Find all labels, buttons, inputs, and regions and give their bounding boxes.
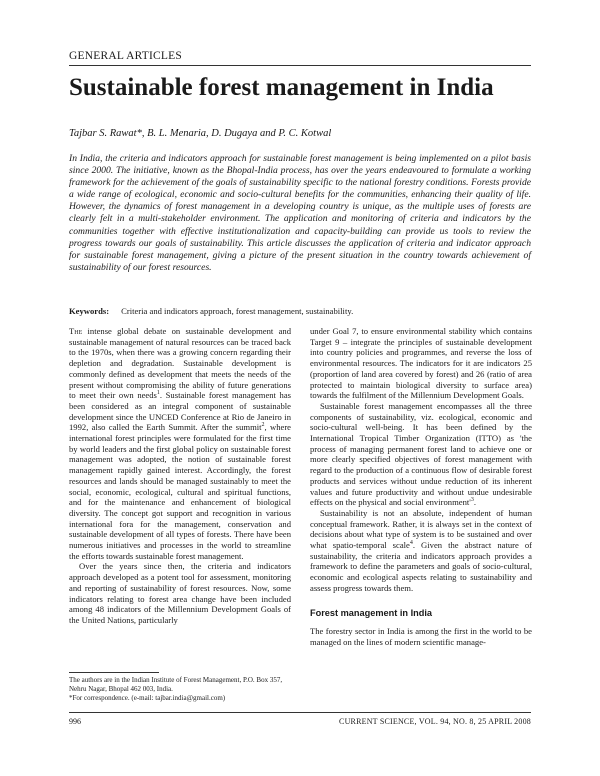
section-label: GENERAL ARTICLES [69,50,182,62]
article-title: Sustainable forest management in India [69,74,494,101]
abstract: In India, the criteria and indicators approach for sustainable forest management is being implemented on a pilot basis since 2000. The initiative, known as the Bhopal-India process, has over the years endeavoured to formulate a working framework for the achievement of the goals of sustainability specific to the national forestry conditions. Forests provide a wide range of ecological, economic and socio-cultural benefits for the communities, enhancing their quality of life. However, the dynamics of forest management in a developing country is unique, as the multiple uses of forests are clearly felt in a multi-stakeholder environment. The application and monitoring of criteria and indicators by the communities together with effective institutionalization and capacity-building can provide us tools to review the progress towards our goals of sustainability. This article discusses the application of criteria and indicator approach for sustainable forest management, giving a picture of the present situation in the country towards achievement of sustainability of our forest resources. [69,153,531,273]
reference-marker: 4 [409,540,413,547]
body-paragraph: The intense global debate on sustainable development and sustainable management of natural resources can be traced back to the 1970s, when there was a growing concern regarding their depletion and degradation. Sustainable development is commonly defined as development that meets the needs of the present without compromising the ability of future generations to meet their own needs$^1$. Sustainable forest management has been considered as an integral component of sustainable development since the UNCED Conference at Rio de Janeiro in 1992, also called the Earth Summit. After the summit$^2$, where international forest principles were formulated for the first time by world leaders and the first global policy on sustainable forest management was adopted, the notion of sustainable forest management rapidly gained interest. Accordingly, the forest resources and lands should be managed sustainably to meet the social, economic, ecological, cultural and spiritual functions, and for the maintenance and enhancement of biological diversity. The concept got support and recognition in various international fora for the management, conservation and sustainable development of all types of forests. There have been numerous initiatives and processes in the world to streamline the efforts towards sustainable forest management. [69,326,291,561]
reference-marker: 3 [470,497,474,504]
journal-citation: CURRENT SCIENCE, VOL. 94, NO. 8, 25 APRIL 2008 [339,717,531,726]
footnote-rule [69,672,159,673]
author-list: Tajbar S. Rawat*, B. L. Menaria, D. Dugaya and P. C. Kotwal [69,128,332,139]
keywords-label: Keywords: [69,306,110,316]
footnotes [69,676,291,703]
body-paragraph: The forestry sector in India is among the first in the world to be managed on the lines of modern scientific manage- [310,626,532,647]
section-heading: Forest management in India [310,607,433,618]
lead-in: The [69,326,83,336]
body-column-right [310,326,532,648]
affiliation-note: The authors are in the Indian Institute of Forest Management, P.O. Box 357, Nehru Nagar, Bhopal 462 003, India. [69,676,283,693]
header-rule [69,65,531,66]
keywords [69,306,353,316]
body-paragraph: Sustainability is not an absolute, independent of human conceptual framework. Rather, it is always set in the context of decisions about what type of system is to be sustained and over what spatio-temporal scale$^4$. Given the abstract nature of sustainability, the criteria and indicators approach provides a framework to define the parameters and goals of socio-cultural, economic and ecological aspects relating to sustainability and assess progress towards them. [310,507,532,593]
footer-rule [69,712,531,713]
reference-marker: 1 [156,390,160,397]
reference-marker: 2 [261,422,265,429]
body-column-left [69,326,291,626]
body-paragraph: Over the years since then, the criteria and indicators approach developed as a potent tool for assessment, monitoring and reporting of sustainability of forest resources. Now, some indicators relating to forest area change have been included among 48 indicators of the Millennium Development Goals of the United Nations, particularly [69,561,291,625]
correspondence-note: *For correspondence. (e-mail: tajbar.india@gmail.com) [69,694,226,702]
keywords-text: Criteria and indicators approach, forest management, sustainability. [121,306,354,316]
body-paragraph: under Goal 7, to ensure environmental stability which contains Target 9 – integrate the principles of sustainable development into country policies and programmes, and reverse the loss of environmental resources. The indicators for it are indicators 25 (proportion of land area covered by forest) and 26 (ratio of area protected to maintain biological diversity to surface area) towards the fulfilment of the Millennium Development Goals. [310,326,532,401]
body-paragraph: Sustainable forest management encompasses all the three components of sustainability, viz. ecological, economic and socio-cultural well-being. It has been defined by the International Tropical Timber Organization (ITTO) as 'the process of managing permanent forest land to achieve one or more clearly specified objectives of forest management with regard to the production of a continuous flow of desirable forest products and services without undue reduction of its inherent values and future productivity and without undue undesirable effects on the physical and social $environment'^3$. [310,400,532,508]
page-number: 996 [69,717,81,726]
